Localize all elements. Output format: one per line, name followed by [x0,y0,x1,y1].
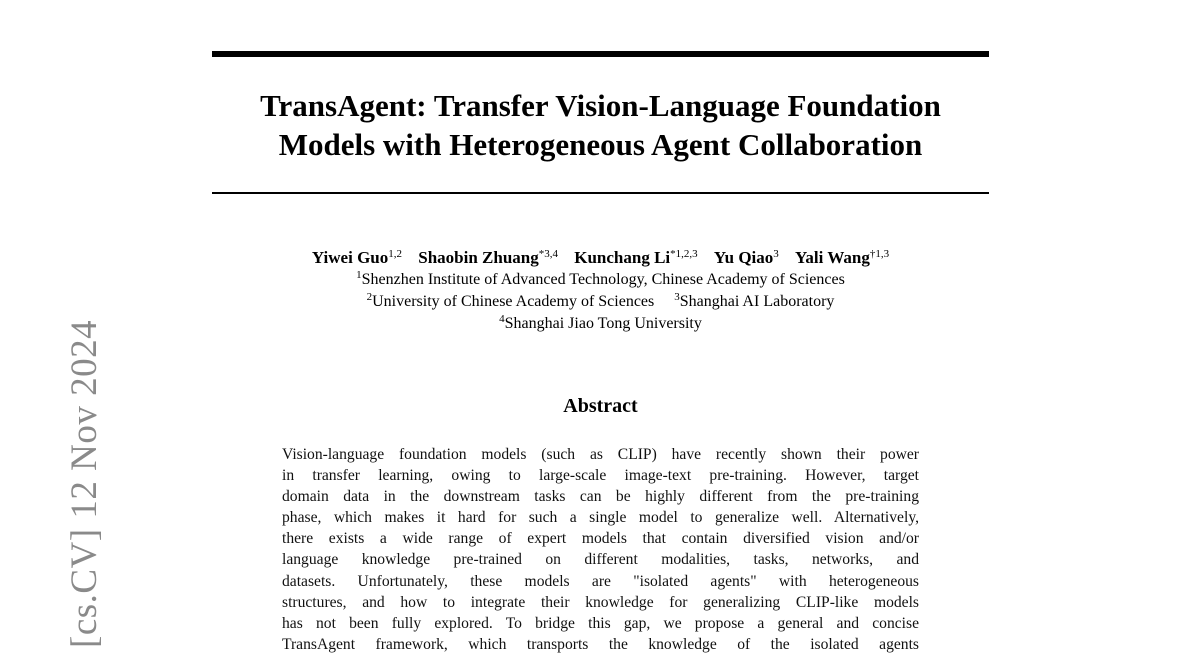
paper-title [212,86,989,164]
abstract-line: has not been fully explored. To bridge this gap, we propose a general and concise [282,614,919,632]
abstract-line: in transfer learning, owing to large-scale image-text pre-training. However, target [282,467,919,485]
author-list [212,247,989,269]
abstract-line: TransAgent framework, which transports the knowledge of the isolated agents [282,635,919,653]
title-top-rule [212,51,989,57]
affiliation-line-3: $^4$Shanghai Jiao Tong University [499,313,702,332]
author-name: Yu Qiao$^3$ [713,248,779,267]
affiliation-line-1: $^1$Shenzhen Institute of Advanced Technology, Chinese Academy of Sciences [356,269,845,288]
author-block [212,247,989,335]
paper-title-line-2: Models with Heterogeneous Agent Collaboration [278,127,923,162]
title-bottom-rule [212,192,989,194]
abstract-line: datasets. Unfortunately, these models are "isolated agents" with heterogeneous [282,572,919,590]
abstract-line: structures, and how to integrate their knowledge for generalizing CLIP-like models [282,593,919,611]
abstract-line: language knowledge pre-trained on different modalities, tasks, networks, and [282,551,919,569]
abstract-line: phase, which makes it hard for such a single model to generalize well. Alternatively, [282,509,919,527]
arxiv-side-stamp: [cs.CV] 12 Nov 2024 [64,319,105,648]
affiliation-line-2: $^2$University of Chinese Academy of Sciences $^3$Shanghai AI Laboratory [366,291,835,310]
author-name: Yali Wang$^{\dagger 1,3}$ [795,248,890,267]
abstract-line: Vision-language foundation models (such as CLIP) have recently shown their power [282,446,919,463]
abstract-heading: Abstract [563,395,638,417]
author-name: Shaobin Zhuang$^{*3,4}$ [418,248,558,267]
abstract-body [282,444,919,655]
abstract-line: domain data in the downstream tasks can be highly different from the pre-training [282,488,919,506]
abstract-line: there exists a wide range of expert models that contain diversified vision and/or [282,530,919,548]
author-name: Kunchang Li$^{*1,2,3}$ [574,248,698,267]
paper-title-line-1: TransAgent: Transfer Vision-Language Foundation [260,88,941,123]
author-name: Yiwei Guo$^{1,2}$ [311,248,402,267]
